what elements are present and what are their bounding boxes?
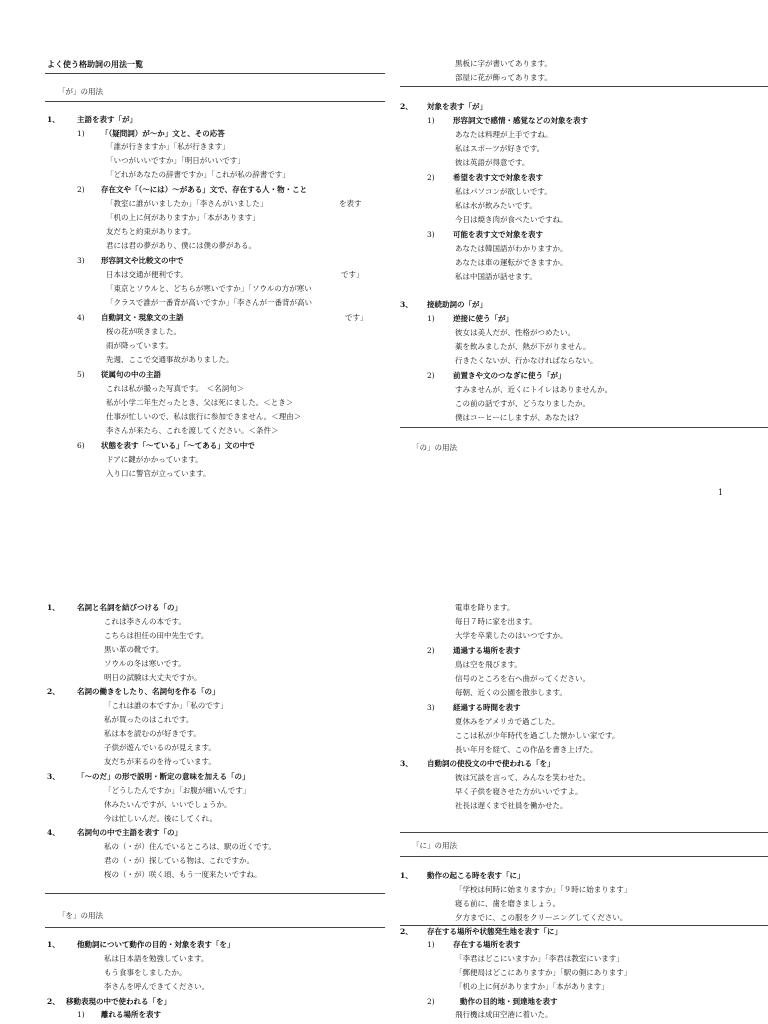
section-number: 3、 xyxy=(400,300,413,309)
example-line: 私は日本語を勉強しています。 xyxy=(104,954,209,963)
section-label: 名詞と名詞を結びつける「の」 xyxy=(77,603,182,612)
example-line: 長い年月を経て、この作品を書き上げた。 xyxy=(455,745,598,754)
example-line: 君の（・が）探している物は、これですか。 xyxy=(104,856,254,865)
example-line: 「李君はどこにいますか」「李君は教室にいます」 xyxy=(455,954,624,963)
section-label: 他動詞について動作の目的・対象を表す「を」 xyxy=(77,940,235,949)
example-line: 薬を飲みましたが、熱が下がりません。 xyxy=(455,342,591,351)
example-line: 「いつがいいですか」「明日がいいです」 xyxy=(106,156,245,165)
section-label: 対象を表す「が」 xyxy=(427,102,487,111)
example-line: 「郵便局はどこにありますか」「駅の側にあります」 xyxy=(455,968,632,977)
section-label: 動作の起こる時を表す「に」 xyxy=(427,871,525,880)
example-line: これは李さんの本です。 xyxy=(104,617,186,626)
item-number: 3) xyxy=(427,703,435,712)
item-label: 前置きや文のつなぎに使う「が」 xyxy=(453,371,566,380)
example-line: 毎朝、近くの公園を散歩します。 xyxy=(455,688,567,697)
item-number: 6) xyxy=(77,441,85,450)
example-line: 「机の上に何がありますか」「本があります」 xyxy=(455,982,609,991)
section-number: 2、 xyxy=(47,997,60,1006)
example-line: 社長は遅くまで社員を働かせた。 xyxy=(455,801,568,810)
example-line: すみませんが、近くにトイレはありませんか。 xyxy=(455,385,613,394)
example-line: 李さんを呼んできてください。 xyxy=(104,982,209,991)
example-line: 黒板に字が書いてあります。 xyxy=(455,59,552,68)
example-line: です」 xyxy=(345,313,368,322)
example-line: ここは私が少年時代を過ごした懐かしい家です。 xyxy=(455,731,620,740)
item-label: 形容詞文や比較文の中で xyxy=(101,256,184,265)
section-number: 3、 xyxy=(47,772,60,781)
example-line: 桜の花が咲きました。 xyxy=(106,327,181,336)
column-rule xyxy=(400,86,768,87)
item-label: 動作の目的地・到達地を表す xyxy=(460,997,558,1006)
example-line: 休みたいんですが、いいでしょうか。 xyxy=(104,800,232,809)
example-line: です」 xyxy=(341,270,364,279)
example-line: これは私が撮った写真です。 ＜名詞句＞ xyxy=(106,384,245,393)
example-line: 私の（・が）住んでいるところは、駅の近くです。 xyxy=(104,842,276,851)
item-label: 存在文や「（～には）～がある」文で、存在する人・物・こと xyxy=(101,185,308,194)
example-line: 早く子供を寝させた方がいいですよ。 xyxy=(455,787,583,796)
section-number: 2、 xyxy=(400,102,413,111)
item-number: 2) xyxy=(427,997,435,1006)
section-label: 移動表現の中で使われる「を」 xyxy=(66,997,171,1006)
section-label: 「～のだ」の形で説明・断定の意味を加える「の」 xyxy=(77,772,250,781)
example-line: 明日の試験は大丈夫ですか。 xyxy=(104,673,202,682)
example-line: 彼は冗談を言って、みんなを笑わせた。 xyxy=(455,773,590,782)
example-line: 君には君の夢があり、僕には僕の夢がある。 xyxy=(106,241,256,250)
section-number: 1、 xyxy=(400,871,413,880)
example-line: 私は本を読むのが好きです。 xyxy=(104,729,201,738)
example-line: 先週、ここで交通事故がありました。 xyxy=(106,355,234,364)
title-rule xyxy=(45,73,385,74)
page-number: 1 xyxy=(718,488,724,497)
item-label: 「（疑問詞）が～か」文と、その応答 xyxy=(101,129,225,138)
example-line: 桜の（・が）咲く頃、もう一度来たいですね。 xyxy=(104,870,262,879)
item-number: 2) xyxy=(427,173,435,182)
example-line: あなたは韓国語がわかりますか。 xyxy=(455,244,568,253)
example-line: 「東京とソウルと、どちらが寒いですか」「ソウルの方が寒い xyxy=(106,284,312,293)
item-number: 1) xyxy=(77,1010,85,1019)
example-line: 毎日７時に家を出ます。 xyxy=(455,617,537,626)
example-line: 「これは誰の本ですか」「私のです」 xyxy=(104,701,228,710)
item-number: 1) xyxy=(427,116,435,125)
example-line: 私はスポーツが好きです。 xyxy=(455,144,545,153)
example-line: 私はパソコンが欲しいです。 xyxy=(455,187,552,196)
section-label: 存在する場所や状態発生地を表す「に」 xyxy=(427,927,562,936)
section-label: 名詞句の中で主語を表す「の」 xyxy=(77,828,182,837)
ga-heading-rule xyxy=(45,101,385,102)
item-number: 1) xyxy=(427,940,435,949)
example-line: 雨が降っています。 xyxy=(106,341,173,350)
item-number: 1) xyxy=(427,314,435,323)
example-line: 「教室に誰がいましたか」「李さんがいました」 xyxy=(106,199,268,208)
section-label: 接続助詞の「が」 xyxy=(427,300,487,309)
column-rule xyxy=(45,893,385,894)
section-number: 1、 xyxy=(47,115,60,124)
item-label: 存在する場所を表す xyxy=(453,940,521,949)
section-number: 4、 xyxy=(47,828,60,837)
item-number: 4) xyxy=(77,313,85,322)
example-line: 私は中国語が話せます。 xyxy=(455,272,537,281)
example-line: 彼女は美人だが、性格がつめたい。 xyxy=(455,328,575,337)
section-number: 2、 xyxy=(400,927,413,936)
example-line: 「どれがあなたの辞書ですか」「これが私の辞書です」 xyxy=(106,170,290,179)
ni-section-heading: 「に」の用法 xyxy=(412,841,457,850)
item-number: 2) xyxy=(427,646,435,655)
example-line: もう食事をしましたか。 xyxy=(104,968,187,977)
example-line: 今日は焼き肉が食べたいですね。 xyxy=(455,215,568,224)
example-line: 彼は英語が得意です。 xyxy=(455,158,530,167)
example-line: 友だちと約束があります。 xyxy=(106,227,196,236)
example-line: 入り口に警官が立っています。 xyxy=(106,469,211,478)
example-line: 日本は交通が便利です。 xyxy=(106,270,188,279)
example-line: こちらは担任の田中先生です。 xyxy=(104,631,209,640)
section-number: 1、 xyxy=(47,603,60,612)
item-label: 自動詞文・現象文の主語 xyxy=(101,313,184,322)
section-number: 2、 xyxy=(47,687,60,696)
example-line: 「誰が行きますか」「私が行きます」 xyxy=(106,142,230,151)
item-label: 経過する時間を表す xyxy=(453,703,521,712)
no-section-heading: 「の」の用法 xyxy=(412,443,457,452)
item-number: 3) xyxy=(77,256,85,265)
section-label: 自動詞の使役文の中で使われる「を」 xyxy=(427,759,555,768)
item-number: 3) xyxy=(427,230,435,239)
example-line: 「机の上に何がありますか」「本があります」 xyxy=(106,213,260,222)
item-number: 2) xyxy=(77,185,85,194)
example-line: 私が買ったのはこれです。 xyxy=(104,715,194,724)
item-number: 2) xyxy=(427,371,435,380)
example-line: ドアに鍵がかかっています。 xyxy=(106,455,203,464)
item-number: 1) xyxy=(77,129,85,138)
page-title: よく使う格助詞の用法一覧 xyxy=(47,59,143,69)
section-label: 主語を表す「が」 xyxy=(77,115,137,124)
section-number: 1、 xyxy=(47,940,60,949)
example-line: あなたは料理が上手ですね。 xyxy=(455,130,553,139)
item-number: 5) xyxy=(77,370,85,379)
example-line: ソウルの冬は寒いです。 xyxy=(104,659,186,668)
item-label: 希望を表す文で対象を表す xyxy=(453,173,543,182)
item-label: 可能を表す文で対象を表す xyxy=(453,230,543,239)
example-line: 行きたくないが、行かなければならない。 xyxy=(455,356,598,365)
column-rule xyxy=(400,427,768,428)
wo-heading-rule xyxy=(45,927,385,928)
example-line: 部屋に花が飾ってあります。 xyxy=(455,73,552,82)
example-line: 李さんが来たら、これを渡してください。＜条件＞ xyxy=(106,426,279,435)
example-line: あなたは車の運転ができますか。 xyxy=(455,258,568,267)
example-line: 大学を卒業したのはいつですか。 xyxy=(455,631,568,640)
example-line: 電車を降ります。 xyxy=(455,603,515,612)
example-line: 僕はコーヒーにしますが、あなたは? xyxy=(455,413,579,422)
column-rule xyxy=(400,832,768,833)
example-line: 夏休みをアメリカで過ごした。 xyxy=(455,717,560,726)
example-line: 寝る前に、歯を磨きましょう。 xyxy=(455,899,560,908)
ga-section-heading: 「が」の用法 xyxy=(58,87,103,96)
example-line: 鳥は空を飛びます。 xyxy=(455,660,522,669)
ni-heading-rule xyxy=(400,856,768,857)
section-number: 3、 xyxy=(400,759,413,768)
example-line: 飛行機は成田空港に着いた。 xyxy=(455,1010,553,1019)
item-label: 状態を表す「～ている」「～てある」文の中で xyxy=(101,441,255,450)
example-line: 今は忙しいんだ。後にしてくれ。 xyxy=(104,814,217,823)
example-line: を表す xyxy=(339,199,362,208)
example-line: 子供が遊んでいるのが見えます。 xyxy=(104,743,216,752)
example-line: 「クラスで誰が一番背が高いですか」「李さんが一番背が高い xyxy=(106,298,313,307)
example-line: この前の話ですが、どうなりましたか。 xyxy=(455,399,590,408)
item-label: 形容詞文で感情・感覚などの対象を表す xyxy=(453,116,588,125)
example-line: 「学校は何時に始まりますか」「９時に始まります」 xyxy=(455,885,632,894)
example-line: 信号のところを右へ曲がってください。 xyxy=(455,674,590,683)
item-label: 離れる場所を表す xyxy=(101,1010,161,1019)
item-label: 通過する場所を表す xyxy=(453,646,521,655)
example-line: 友だちが来るのを待っています。 xyxy=(104,757,216,766)
example-line: 私は水が飲みたいです。 xyxy=(455,201,537,210)
example-line: 夕方までに、この服をクリーニングしてください。 xyxy=(455,913,628,922)
example-line: 「どうしたんですか」「お腹が痛いんです」 xyxy=(104,786,251,795)
example-line: 仕事が忙しいので、私は旅行に参加できません。＜理由＞ xyxy=(106,412,302,421)
wo-section-heading: 「を」の用法 xyxy=(58,911,103,920)
item-label: 従属句の中の主語 xyxy=(101,370,161,379)
item-label: 逆接に使う「が」 xyxy=(453,314,513,323)
column-rule xyxy=(400,925,768,926)
example-line: 黒い革の靴です。 xyxy=(104,645,164,654)
section-label: 名詞の働きをしたり、名詞句を作る「の」 xyxy=(77,687,220,696)
example-line: 私が小学二年生だったとき、父は死にました。＜とき＞ xyxy=(106,398,294,407)
